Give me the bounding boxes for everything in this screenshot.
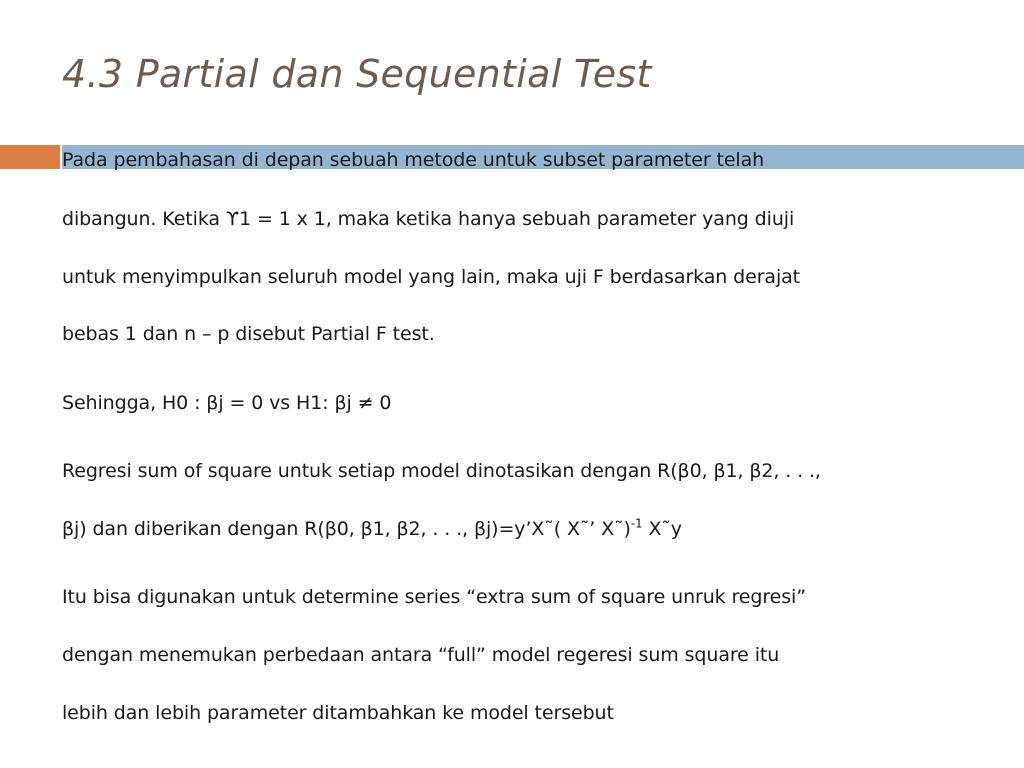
formula-exponent: -1 <box>630 516 643 531</box>
hypothesis-line: Sehingga, H0 : βj = 0 vs H1: βj ≠ 0 <box>62 392 392 414</box>
body-paragraph-1-line-1: Pada pembahasan di depan sebuah metode untuk subset parameter telah <box>62 149 765 171</box>
formula-main: βj) dan diberikan dengan R(β0, β1, β2, . . ., βj)=y’X˜( X˜’ X˜) <box>62 518 631 540</box>
body-paragraph-3-line-1: Regresi sum of square untuk setiap model dinotasikan dengan R(β0, β1, β2, . . ., <box>62 460 821 482</box>
accent-bar-orange <box>0 145 60 169</box>
body-paragraph-3-line-2 <box>62 517 682 541</box>
slide-title: 4.3 Partial dan Sequential Test <box>62 52 652 96</box>
body-paragraph-1-line-2: dibangun. Ketika ϒ1 = 1 x 1, maka ketika hanya sebuah parameter yang diuji <box>62 208 795 230</box>
body-paragraph-1-line-3: untuk menyimpulkan seluruh model yang lain, maka uji F berdasarkan derajat <box>62 266 801 288</box>
body-paragraph-4-line-1: Itu bisa digunakan untuk determine series “extra sum of square unruk regresi” <box>62 586 806 608</box>
body-paragraph-1-line-4: bebas 1 dan n – p disebut Partial F test. <box>62 323 435 345</box>
formula-end: X˜y <box>642 518 682 540</box>
body-paragraph-4-line-3: lebih dan lebih parameter ditambahkan ke model tersebut <box>62 702 614 724</box>
body-paragraph-4-line-2: dengan menemukan perbedaan antara “full” model regeresi sum square itu <box>62 644 780 666</box>
